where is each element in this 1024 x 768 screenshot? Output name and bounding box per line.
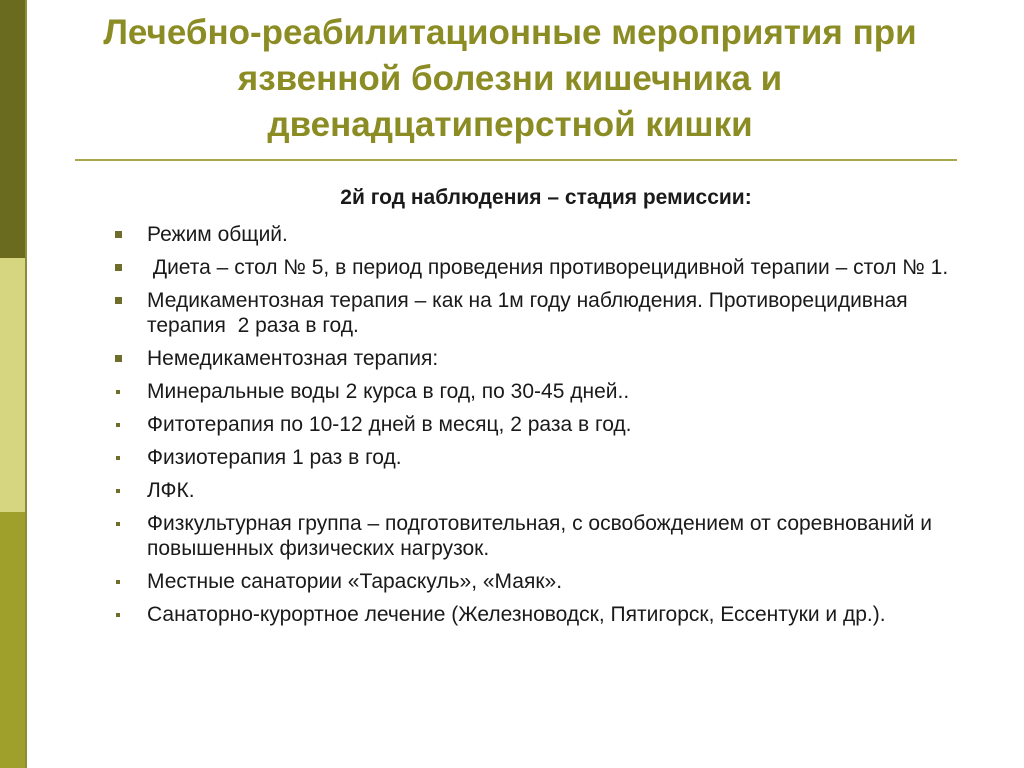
list-item xyxy=(112,478,992,503)
list-item-text: Фитотерапия по 10-12 дней в месяц, 2 раза в год. xyxy=(147,413,632,436)
left-bar-mid-segment xyxy=(0,512,25,768)
list-item xyxy=(112,379,992,404)
left-bar-edge-line xyxy=(25,0,27,768)
list-item xyxy=(112,255,992,280)
small-bullet-icon xyxy=(116,390,120,394)
list-item xyxy=(112,412,992,437)
title-divider xyxy=(75,159,957,161)
list-item xyxy=(112,288,992,338)
square-bullet-icon xyxy=(115,264,122,271)
list-item-text: Режим общий. xyxy=(147,223,288,246)
list-item xyxy=(112,346,992,371)
list-item xyxy=(112,511,992,561)
small-bullet-icon xyxy=(116,613,120,617)
small-bullet-icon xyxy=(116,456,120,460)
list-item-text: Санаторно-курортное лечение (Железноводск, Пятигорск, Ессентуки и др.). xyxy=(147,603,886,626)
list-item xyxy=(112,445,992,470)
small-bullet-icon xyxy=(116,580,120,584)
list-item-text: Медикаментозная терапия – как на 1м году наблюдения. Противорецидивная терапия 2 раза в год. xyxy=(147,289,914,337)
list-item-text: Диета – стол № 5, в период проведения противорецидивной терапии – стол № 1. xyxy=(147,256,949,279)
slide-title: Лечебно-реабилитационные мероприятия при язвенной болезни кишечника и двенадцатиперстной кишки xyxy=(103,13,917,144)
square-bullet-icon xyxy=(115,355,122,362)
list-item xyxy=(112,222,992,247)
list-item-text: Физиотерапия 1 раз в год. xyxy=(147,446,402,469)
list-item-text: Минеральные воды 2 курса в год, по 30-45 дней.. xyxy=(147,380,630,403)
left-decorative-bar xyxy=(0,0,25,768)
list-item-text: ЛФК. xyxy=(147,479,195,502)
bullet-list xyxy=(112,222,992,635)
square-bullet-icon xyxy=(115,231,122,238)
list-item xyxy=(112,602,992,627)
section-subheading: 2й год наблюдения – стадия ремиссии: xyxy=(340,186,752,209)
list-item-text: Местные санатории «Тараскуль», «Маяк». xyxy=(147,570,563,593)
left-bar-dark-segment xyxy=(0,0,25,258)
small-bullet-icon xyxy=(116,489,120,493)
small-bullet-icon xyxy=(116,522,120,526)
square-bullet-icon xyxy=(115,297,122,304)
list-item-text: Физкультурная группа – подготовительная, с освобождением от соревнований и повышенных физических нагрузок. xyxy=(147,512,933,560)
left-bar-light-segment xyxy=(0,258,25,512)
list-item-text: Немедикаментозная терапия: xyxy=(147,347,439,370)
small-bullet-icon xyxy=(116,423,120,427)
list-item xyxy=(112,569,992,594)
